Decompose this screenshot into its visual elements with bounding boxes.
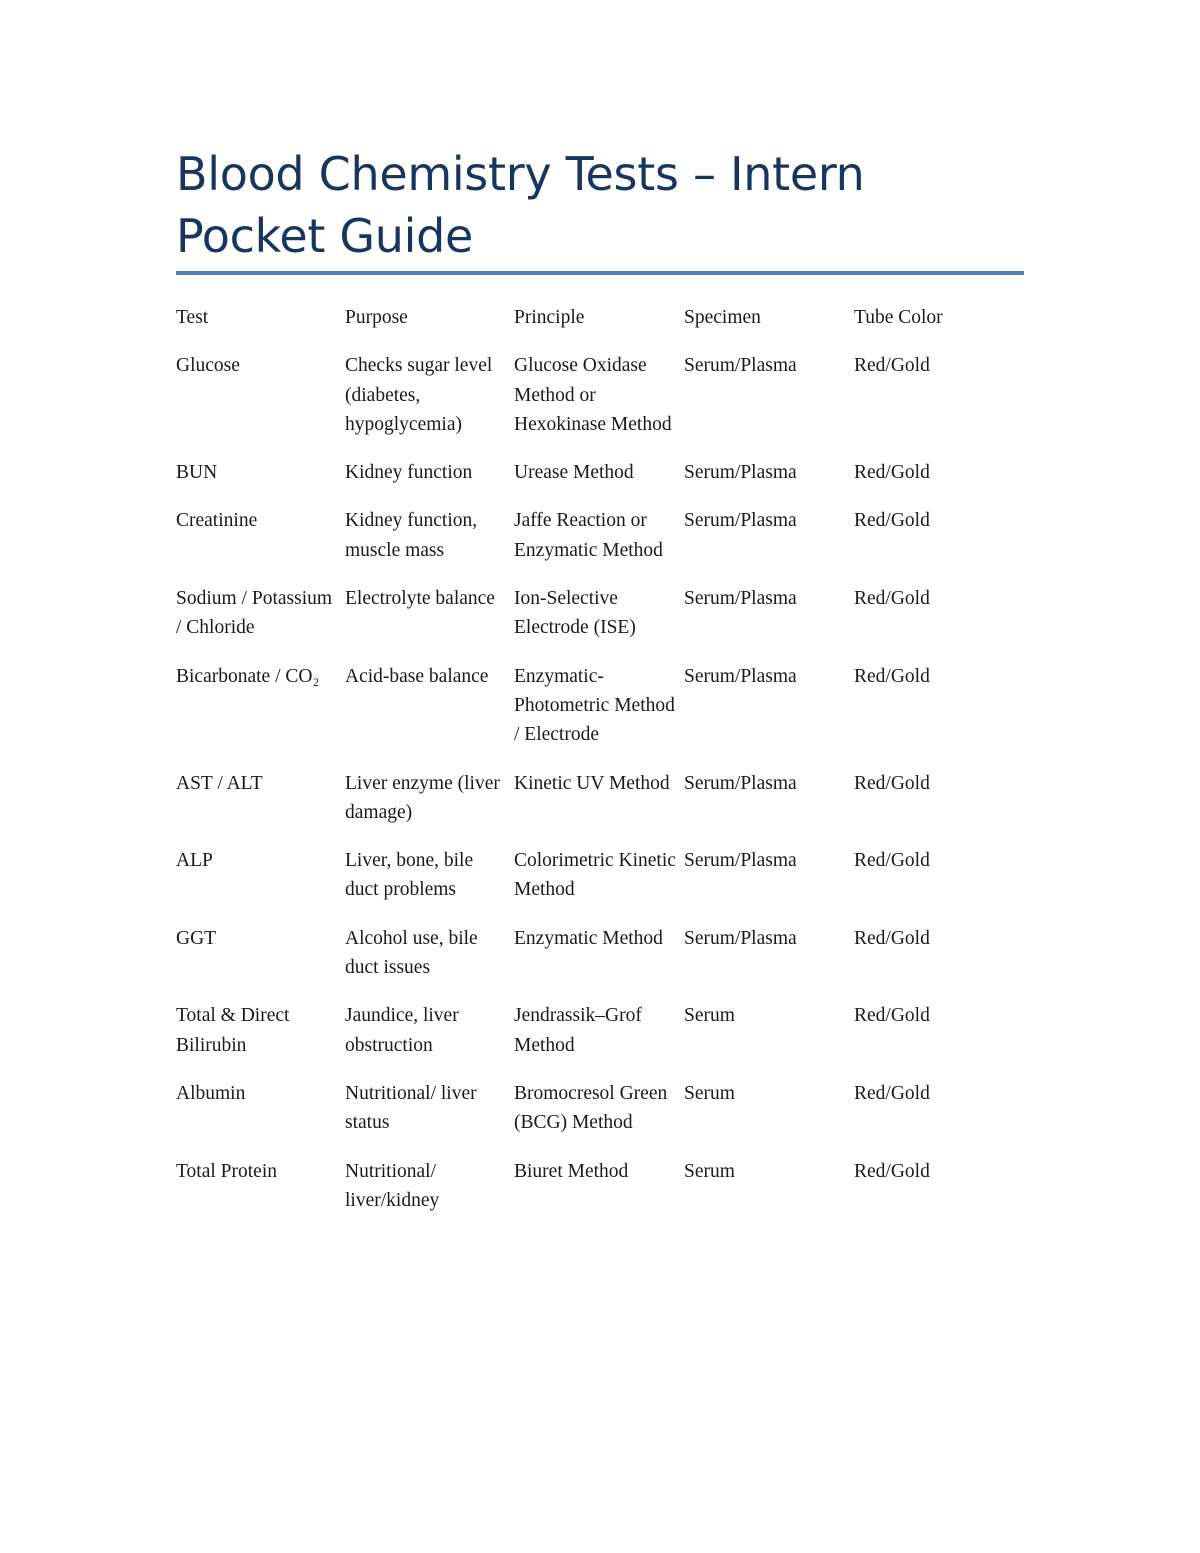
cell-test: ALP: [176, 850, 213, 872]
cell-principle: Biuret Method: [514, 1160, 629, 1182]
cell-principle: Glucose Oxidase Method or Hexokinase Method: [514, 355, 672, 435]
column-header-principle: Principle: [514, 307, 585, 328]
cell-specimen: Serum: [684, 1160, 735, 1182]
cell-principle: Enzymatic-Photometric Method / Electrode: [514, 665, 675, 746]
cell-specimen: Serum/Plasma: [684, 588, 797, 610]
cell-tube-color: Red/Gold: [854, 462, 930, 484]
cell-purpose: Nutritional/ liver status: [345, 1082, 477, 1134]
cell-tube-color: Red/Gold: [854, 355, 930, 377]
cell-test: Total Protein: [176, 1160, 277, 1182]
cell-principle: Jendrassik–Grof Method: [514, 1005, 642, 1056]
cell-purpose: Alcohol use, bile duct issues: [345, 927, 478, 979]
cell-purpose: Jaundice, liver obstruction: [345, 1005, 459, 1056]
table-row: [176, 846, 1026, 924]
cell-specimen: Serum/Plasma: [684, 355, 797, 377]
cell-purpose: Electrolyte balance: [345, 588, 495, 610]
cell-test: Albumin: [176, 1082, 246, 1104]
cell-tube-color: Red/Gold: [854, 927, 930, 949]
cell-principle: Colorimetric Kinetic Method: [514, 850, 676, 901]
cell-test: Creatinine: [176, 510, 258, 532]
cell-tube-color: Red/Gold: [854, 1005, 930, 1027]
table-row: [176, 584, 1026, 662]
table-row: [176, 769, 1026, 847]
cell-principle: Kinetic UV Method: [514, 772, 670, 794]
table-row: [176, 458, 1026, 506]
cell-purpose: Liver, bone, bile duct problems: [345, 850, 474, 901]
table-row: [176, 351, 1026, 458]
cell-tube-color: Red/Gold: [854, 510, 930, 532]
cell-test: Bicarbonate / CO₂: [176, 665, 320, 687]
cell-specimen: Serum/Plasma: [684, 772, 797, 794]
column-header-test: Test: [176, 307, 209, 328]
cell-tube-color: Red/Gold: [854, 1082, 930, 1104]
cell-specimen: Serum/Plasma: [684, 510, 797, 532]
cell-purpose: Checks sugar level (diabetes, hypoglycemia): [345, 355, 493, 435]
table-header-row: [176, 303, 1026, 351]
column-header-specimen: Specimen: [684, 307, 761, 328]
cell-tube-color: Red/Gold: [854, 1160, 930, 1182]
cell-purpose: Kidney function, muscle mass: [345, 510, 478, 561]
column-header-purpose: Purpose: [345, 307, 408, 328]
table-row: [176, 1079, 1026, 1157]
document-title: Blood Chemistry Tests – Intern Pocket Guide: [176, 147, 865, 263]
cell-purpose: Liver enzyme (liver damage): [345, 772, 500, 823]
cell-principle: Enzymatic Method: [514, 927, 663, 949]
cell-tube-color: Red/Gold: [854, 772, 930, 794]
blood-chemistry-table: [176, 303, 1026, 1234]
table-row: [176, 506, 1026, 584]
cell-purpose: Acid-base balance: [345, 665, 489, 687]
title-underline: [176, 271, 1024, 275]
table-row: [176, 1157, 1026, 1235]
cell-test: GGT: [176, 927, 217, 949]
cell-specimen: Serum/Plasma: [684, 462, 797, 484]
table-row: [176, 924, 1026, 1002]
column-header-tube-color: Tube Color: [854, 307, 943, 328]
cell-tube-color: Red/Gold: [854, 850, 930, 872]
cell-specimen: Serum/Plasma: [684, 927, 797, 949]
cell-specimen: Serum: [684, 1005, 735, 1027]
cell-purpose: Kidney function: [345, 462, 473, 484]
cell-specimen: Serum/Plasma: [684, 665, 797, 687]
cell-principle: Ion-Selective Electrode (ISE): [514, 588, 636, 639]
cell-principle: Jaffe Reaction or Enzymatic Method: [514, 510, 663, 561]
cell-principle: Bromocresol Green (BCG) Method: [514, 1082, 668, 1134]
cell-specimen: Serum: [684, 1082, 735, 1104]
cell-test: AST / ALT: [176, 772, 263, 794]
cell-test: BUN: [176, 462, 218, 484]
cell-principle: Urease Method: [514, 462, 634, 484]
cell-tube-color: Red/Gold: [854, 588, 930, 610]
cell-test: Sodium / Potassium / Chloride: [176, 588, 333, 639]
table-row: [176, 1001, 1026, 1079]
table-row: [176, 662, 1026, 769]
cell-tube-color: Red/Gold: [854, 665, 930, 687]
cell-specimen: Serum/Plasma: [684, 850, 797, 872]
cell-purpose: Nutritional/ liver/kidney: [345, 1160, 440, 1211]
cell-test: Total & Direct Bilirubin: [176, 1005, 290, 1056]
cell-test: Glucose: [176, 355, 240, 377]
